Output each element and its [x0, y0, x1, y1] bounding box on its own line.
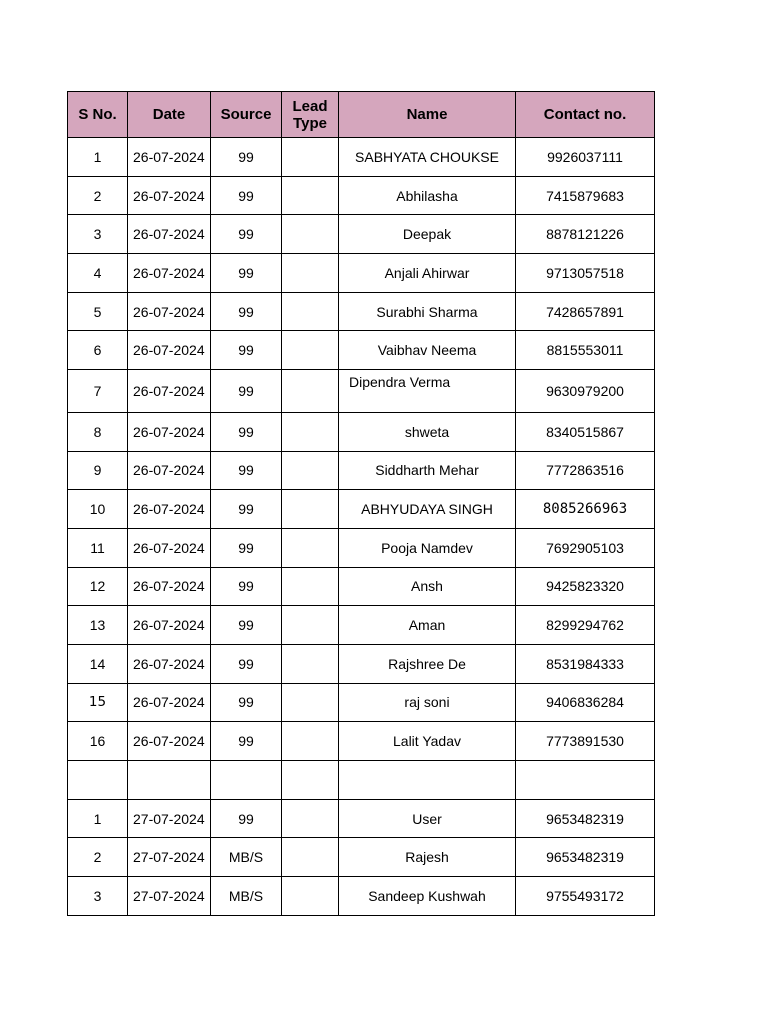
cell-contact: 8815553011: [516, 331, 655, 370]
cell-contact: 9755493172: [516, 877, 655, 916]
header-contact: Contact no.: [516, 92, 655, 138]
cell-name: Pooja Namdev: [339, 528, 516, 567]
cell-source: 99: [211, 176, 282, 215]
cell-lead-type: [282, 254, 339, 293]
cell-lead-type: [282, 292, 339, 331]
cell-lead-type: [282, 606, 339, 645]
cell-name: Rajshree De: [339, 644, 516, 683]
cell-name: Surabhi Sharma: [339, 292, 516, 331]
cell-lead-type: [282, 412, 339, 451]
cell-name: Rajesh: [339, 838, 516, 877]
table-row: [68, 176, 655, 215]
cell-contact: 7692905103: [516, 528, 655, 567]
cell-date: 26-07-2024: [128, 215, 211, 254]
header-name: Name: [339, 92, 516, 138]
cell-contact: 7772863516: [516, 451, 655, 490]
header-lead-type: Lead Type: [282, 92, 339, 138]
cell-date: 26-07-2024: [128, 138, 211, 177]
cell-source: MB/S: [211, 877, 282, 916]
cell-sno: 1: [68, 799, 128, 838]
cell-sno: 3: [68, 215, 128, 254]
table-row: [68, 451, 655, 490]
cell-sno: 3: [68, 877, 128, 916]
cell-lead-type: [282, 370, 339, 413]
cell-name: Abhilasha: [339, 176, 516, 215]
cell-name: Sandeep Kushwah: [339, 877, 516, 916]
cell-source: 99: [211, 331, 282, 370]
cell-date: 26-07-2024: [128, 254, 211, 293]
cell-sno: 11: [68, 528, 128, 567]
cell-name: Lalit Yadav: [339, 722, 516, 761]
cell-contact: [516, 761, 655, 800]
cell-lead-type: [282, 451, 339, 490]
cell-contact: 7773891530: [516, 722, 655, 761]
leads-table: [67, 91, 655, 916]
table-row: [68, 254, 655, 293]
cell-date: 26-07-2024: [128, 606, 211, 645]
cell-lead-type: [282, 799, 339, 838]
header-source: Source: [211, 92, 282, 138]
cell-name: Dipendra Verma: [339, 370, 516, 413]
cell-source: MB/S: [211, 838, 282, 877]
table-row: [68, 138, 655, 177]
cell-sno: 8: [68, 412, 128, 451]
cell-sno: 16: [68, 722, 128, 761]
cell-contact: 8340515867: [516, 412, 655, 451]
cell-source: 99: [211, 254, 282, 293]
cell-name: Anjali Ahirwar: [339, 254, 516, 293]
cell-sno: 7: [68, 370, 128, 413]
leads-sheet: [67, 91, 655, 916]
cell-name: Deepak: [339, 215, 516, 254]
cell-sno: [68, 761, 128, 800]
cell-source: 99: [211, 292, 282, 331]
cell-name: [339, 761, 516, 800]
cell-contact: 9653482319: [516, 838, 655, 877]
cell-date: 26-07-2024: [128, 176, 211, 215]
table-row: [68, 877, 655, 916]
cell-lead-type: [282, 215, 339, 254]
cell-name: raj soni: [339, 683, 516, 722]
cell-lead-type: [282, 722, 339, 761]
table-row: [68, 370, 655, 413]
cell-contact: 9406836284: [516, 683, 655, 722]
header-row: [68, 92, 655, 138]
cell-source: 99: [211, 722, 282, 761]
cell-lead-type: [282, 683, 339, 722]
cell-source: 99: [211, 567, 282, 606]
cell-source: 99: [211, 606, 282, 645]
cell-lead-type: [282, 567, 339, 606]
table-row: [68, 838, 655, 877]
cell-source: 99: [211, 412, 282, 451]
table-row: [68, 331, 655, 370]
cell-date: 26-07-2024: [128, 490, 211, 529]
table-row: [68, 761, 655, 800]
cell-date: 26-07-2024: [128, 722, 211, 761]
cell-contact: 9713057518: [516, 254, 655, 293]
cell-sno: 15: [68, 683, 128, 722]
cell-name: shweta: [339, 412, 516, 451]
table-row: [68, 292, 655, 331]
cell-date: 26-07-2024: [128, 292, 211, 331]
cell-contact: 7428657891: [516, 292, 655, 331]
cell-sno: 1: [68, 138, 128, 177]
cell-sno: 9: [68, 451, 128, 490]
cell-date: 26-07-2024: [128, 683, 211, 722]
cell-lead-type: [282, 528, 339, 567]
cell-contact: 9653482319: [516, 799, 655, 838]
cell-contact: 9926037111: [516, 138, 655, 177]
cell-contact: 9425823320: [516, 567, 655, 606]
cell-contact: 8531984333: [516, 644, 655, 683]
cell-source: 99: [211, 799, 282, 838]
table-row: [68, 683, 655, 722]
cell-date: 27-07-2024: [128, 877, 211, 916]
cell-lead-type: [282, 761, 339, 800]
cell-source: [211, 761, 282, 800]
cell-name: User: [339, 799, 516, 838]
cell-sno: 12: [68, 567, 128, 606]
cell-lead-type: [282, 644, 339, 683]
cell-lead-type: [282, 838, 339, 877]
header-date: Date: [128, 92, 211, 138]
cell-sno: 13: [68, 606, 128, 645]
cell-lead-type: [282, 138, 339, 177]
cell-contact: 8299294762: [516, 606, 655, 645]
cell-date: 26-07-2024: [128, 370, 211, 413]
cell-lead-type: [282, 331, 339, 370]
cell-sno: 5: [68, 292, 128, 331]
cell-source: 99: [211, 644, 282, 683]
cell-date: 26-07-2024: [128, 567, 211, 606]
cell-source: 99: [211, 683, 282, 722]
header-sno: S No.: [68, 92, 128, 138]
cell-sno: 4: [68, 254, 128, 293]
table-row: [68, 606, 655, 645]
cell-contact: 8878121226: [516, 215, 655, 254]
table-row: [68, 799, 655, 838]
cell-date: 27-07-2024: [128, 838, 211, 877]
table-row: [68, 490, 655, 529]
cell-date: 26-07-2024: [128, 451, 211, 490]
cell-contact: 9630979200: [516, 370, 655, 413]
cell-sno: 10: [68, 490, 128, 529]
table-row: [68, 412, 655, 451]
cell-name: SABHYATA CHOUKSE: [339, 138, 516, 177]
cell-date: 26-07-2024: [128, 331, 211, 370]
table-row: [68, 528, 655, 567]
cell-source: 99: [211, 370, 282, 413]
table-row: [68, 644, 655, 683]
cell-source: 99: [211, 528, 282, 567]
cell-date: 26-07-2024: [128, 528, 211, 567]
cell-name: Vaibhav Neema: [339, 331, 516, 370]
cell-sno: 2: [68, 838, 128, 877]
cell-name: Ansh: [339, 567, 516, 606]
cell-name: Siddharth Mehar: [339, 451, 516, 490]
cell-date: [128, 761, 211, 800]
cell-contact: 8085266963: [516, 490, 655, 529]
cell-source: 99: [211, 138, 282, 177]
table-body: [68, 138, 655, 916]
cell-name: ABHYUDAYA SINGH: [339, 490, 516, 529]
cell-contact: 7415879683: [516, 176, 655, 215]
cell-date: 26-07-2024: [128, 644, 211, 683]
cell-source: 99: [211, 215, 282, 254]
cell-lead-type: [282, 877, 339, 916]
table-row: [68, 567, 655, 606]
cell-date: 27-07-2024: [128, 799, 211, 838]
cell-date: 26-07-2024: [128, 412, 211, 451]
cell-name: Aman: [339, 606, 516, 645]
cell-sno: 6: [68, 331, 128, 370]
cell-source: 99: [211, 451, 282, 490]
cell-sno: 14: [68, 644, 128, 683]
table-row: [68, 722, 655, 761]
cell-lead-type: [282, 176, 339, 215]
cell-source: 99: [211, 490, 282, 529]
cell-sno: 2: [68, 176, 128, 215]
cell-lead-type: [282, 490, 339, 529]
table-row: [68, 215, 655, 254]
